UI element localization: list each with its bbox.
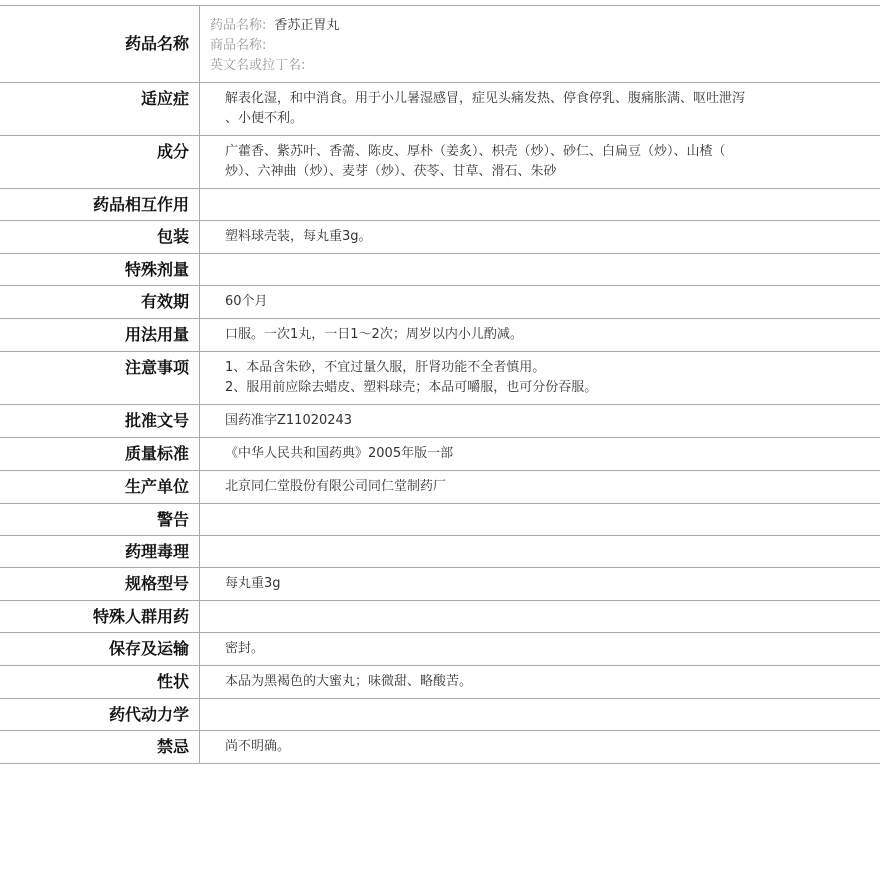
spec-value (200, 568, 880, 601)
spec-row (0, 568, 880, 601)
spec-row (0, 136, 880, 189)
spec-label: 生产单位 (0, 471, 200, 504)
spec-value-line: 广藿香、紫苏叶、香薷、陈皮、厚朴（姜炙）、枳壳（炒）、砂仁、白扁豆（炒）、山楂（ (225, 144, 726, 159)
spec-label: 用法用量 (0, 319, 200, 352)
spec-value (200, 189, 880, 221)
spec-row (0, 352, 880, 405)
spec-value (200, 633, 880, 666)
spec-label: 质量标准 (0, 438, 200, 471)
spec-row (0, 471, 880, 504)
spec-value-line: 炒）、六神曲（炒）、麦芽（炒）、茯苓、甘草、滑石、朱砂 (225, 164, 557, 179)
spec-value-line: 《中华人民共和国药典》2005年版一部 (225, 446, 454, 461)
spec-label: 性状 (0, 666, 200, 699)
spec-value-line: 尚不明确。 (225, 739, 291, 754)
spec-value-line: 塑料球壳装，每丸重3g。 (225, 229, 372, 244)
spec-row (0, 286, 880, 319)
spec-label: 药理毒理 (0, 536, 200, 568)
spec-label: 保存及运输 (0, 633, 200, 666)
english-name-key: 英文名或拉丁名: (210, 58, 306, 73)
spec-label: 注意事项 (0, 352, 200, 405)
spec-value (200, 504, 880, 536)
spec-value-line: 密封。 (225, 641, 265, 656)
spec-value (200, 286, 880, 319)
english-name-line (210, 56, 860, 76)
spec-label: 成分 (0, 136, 200, 189)
trade-name-line (210, 36, 860, 56)
spec-value (200, 666, 880, 699)
spec-row-product-name (0, 6, 880, 83)
spec-row (0, 536, 880, 568)
spec-value-line: 1、本品含朱砂，不宜过量久服，肝肾功能不全者慎用。 (225, 360, 546, 375)
generic-name-key: 药品名称: (210, 18, 267, 33)
spec-value (200, 601, 880, 633)
spec-label: 规格型号 (0, 568, 200, 601)
spec-row (0, 601, 880, 633)
spec-label: 包装 (0, 221, 200, 254)
spec-row (0, 699, 880, 731)
spec-value (200, 536, 880, 568)
spec-value-line: 口服。一次1丸，一日1～2次；周岁以内小儿酌减。 (225, 327, 523, 342)
spec-value-line: 本品为黑褐色的大蜜丸；味微甜、略酸苦。 (225, 674, 473, 689)
spec-label: 药品名称 (0, 6, 200, 83)
spec-value-line: 60个月 (225, 294, 268, 309)
spec-label: 有效期 (0, 286, 200, 319)
spec-label: 药代动力学 (0, 699, 200, 731)
spec-row (0, 504, 880, 536)
spec-value (200, 731, 880, 764)
spec-value (200, 83, 880, 136)
spec-row (0, 633, 880, 666)
spec-label: 特殊人群用药 (0, 601, 200, 633)
spec-row (0, 731, 880, 764)
spec-value-line: 、小便不利。 (225, 111, 304, 126)
drug-spec-table (0, 5, 880, 764)
spec-value (200, 405, 880, 438)
generic-name-value: 香苏正胃丸 (274, 18, 340, 33)
spec-value (200, 319, 880, 352)
spec-value (200, 221, 880, 254)
spec-value (200, 352, 880, 405)
spec-label: 批准文号 (0, 405, 200, 438)
spec-row (0, 319, 880, 352)
spec-value (200, 471, 880, 504)
spec-value-line: 2、服用前应除去蜡皮、塑料球壳；本品可嚼服，也可分份吞服。 (225, 380, 598, 395)
spec-row (0, 405, 880, 438)
spec-value-line: 北京同仁堂股份有限公司同仁堂制药厂 (225, 479, 447, 494)
spec-value (200, 136, 880, 189)
spec-row (0, 221, 880, 254)
generic-name-line (210, 16, 860, 36)
spec-value (200, 699, 880, 731)
spec-row (0, 438, 880, 471)
spec-label: 禁忌 (0, 731, 200, 764)
spec-value (200, 438, 880, 471)
spec-row (0, 666, 880, 699)
trade-name-key: 商品名称: (210, 38, 267, 53)
spec-value-line: 国药准字Z11020243 (225, 413, 353, 428)
spec-value (200, 254, 880, 286)
spec-value-line: 解表化湿，和中消食。用于小儿暑湿感冒，症见头痛发热、停食停乳、腹痛胀满、呕吐泄泻 (225, 91, 746, 106)
spec-label: 药品相互作用 (0, 189, 200, 221)
spec-label: 适应症 (0, 83, 200, 136)
spec-label: 特殊剂量 (0, 254, 200, 286)
spec-row (0, 83, 880, 136)
spec-value-line: 每丸重3g (225, 576, 281, 591)
product-name-cell (200, 6, 880, 83)
spec-label: 警告 (0, 504, 200, 536)
spec-row (0, 254, 880, 286)
spec-row (0, 189, 880, 221)
